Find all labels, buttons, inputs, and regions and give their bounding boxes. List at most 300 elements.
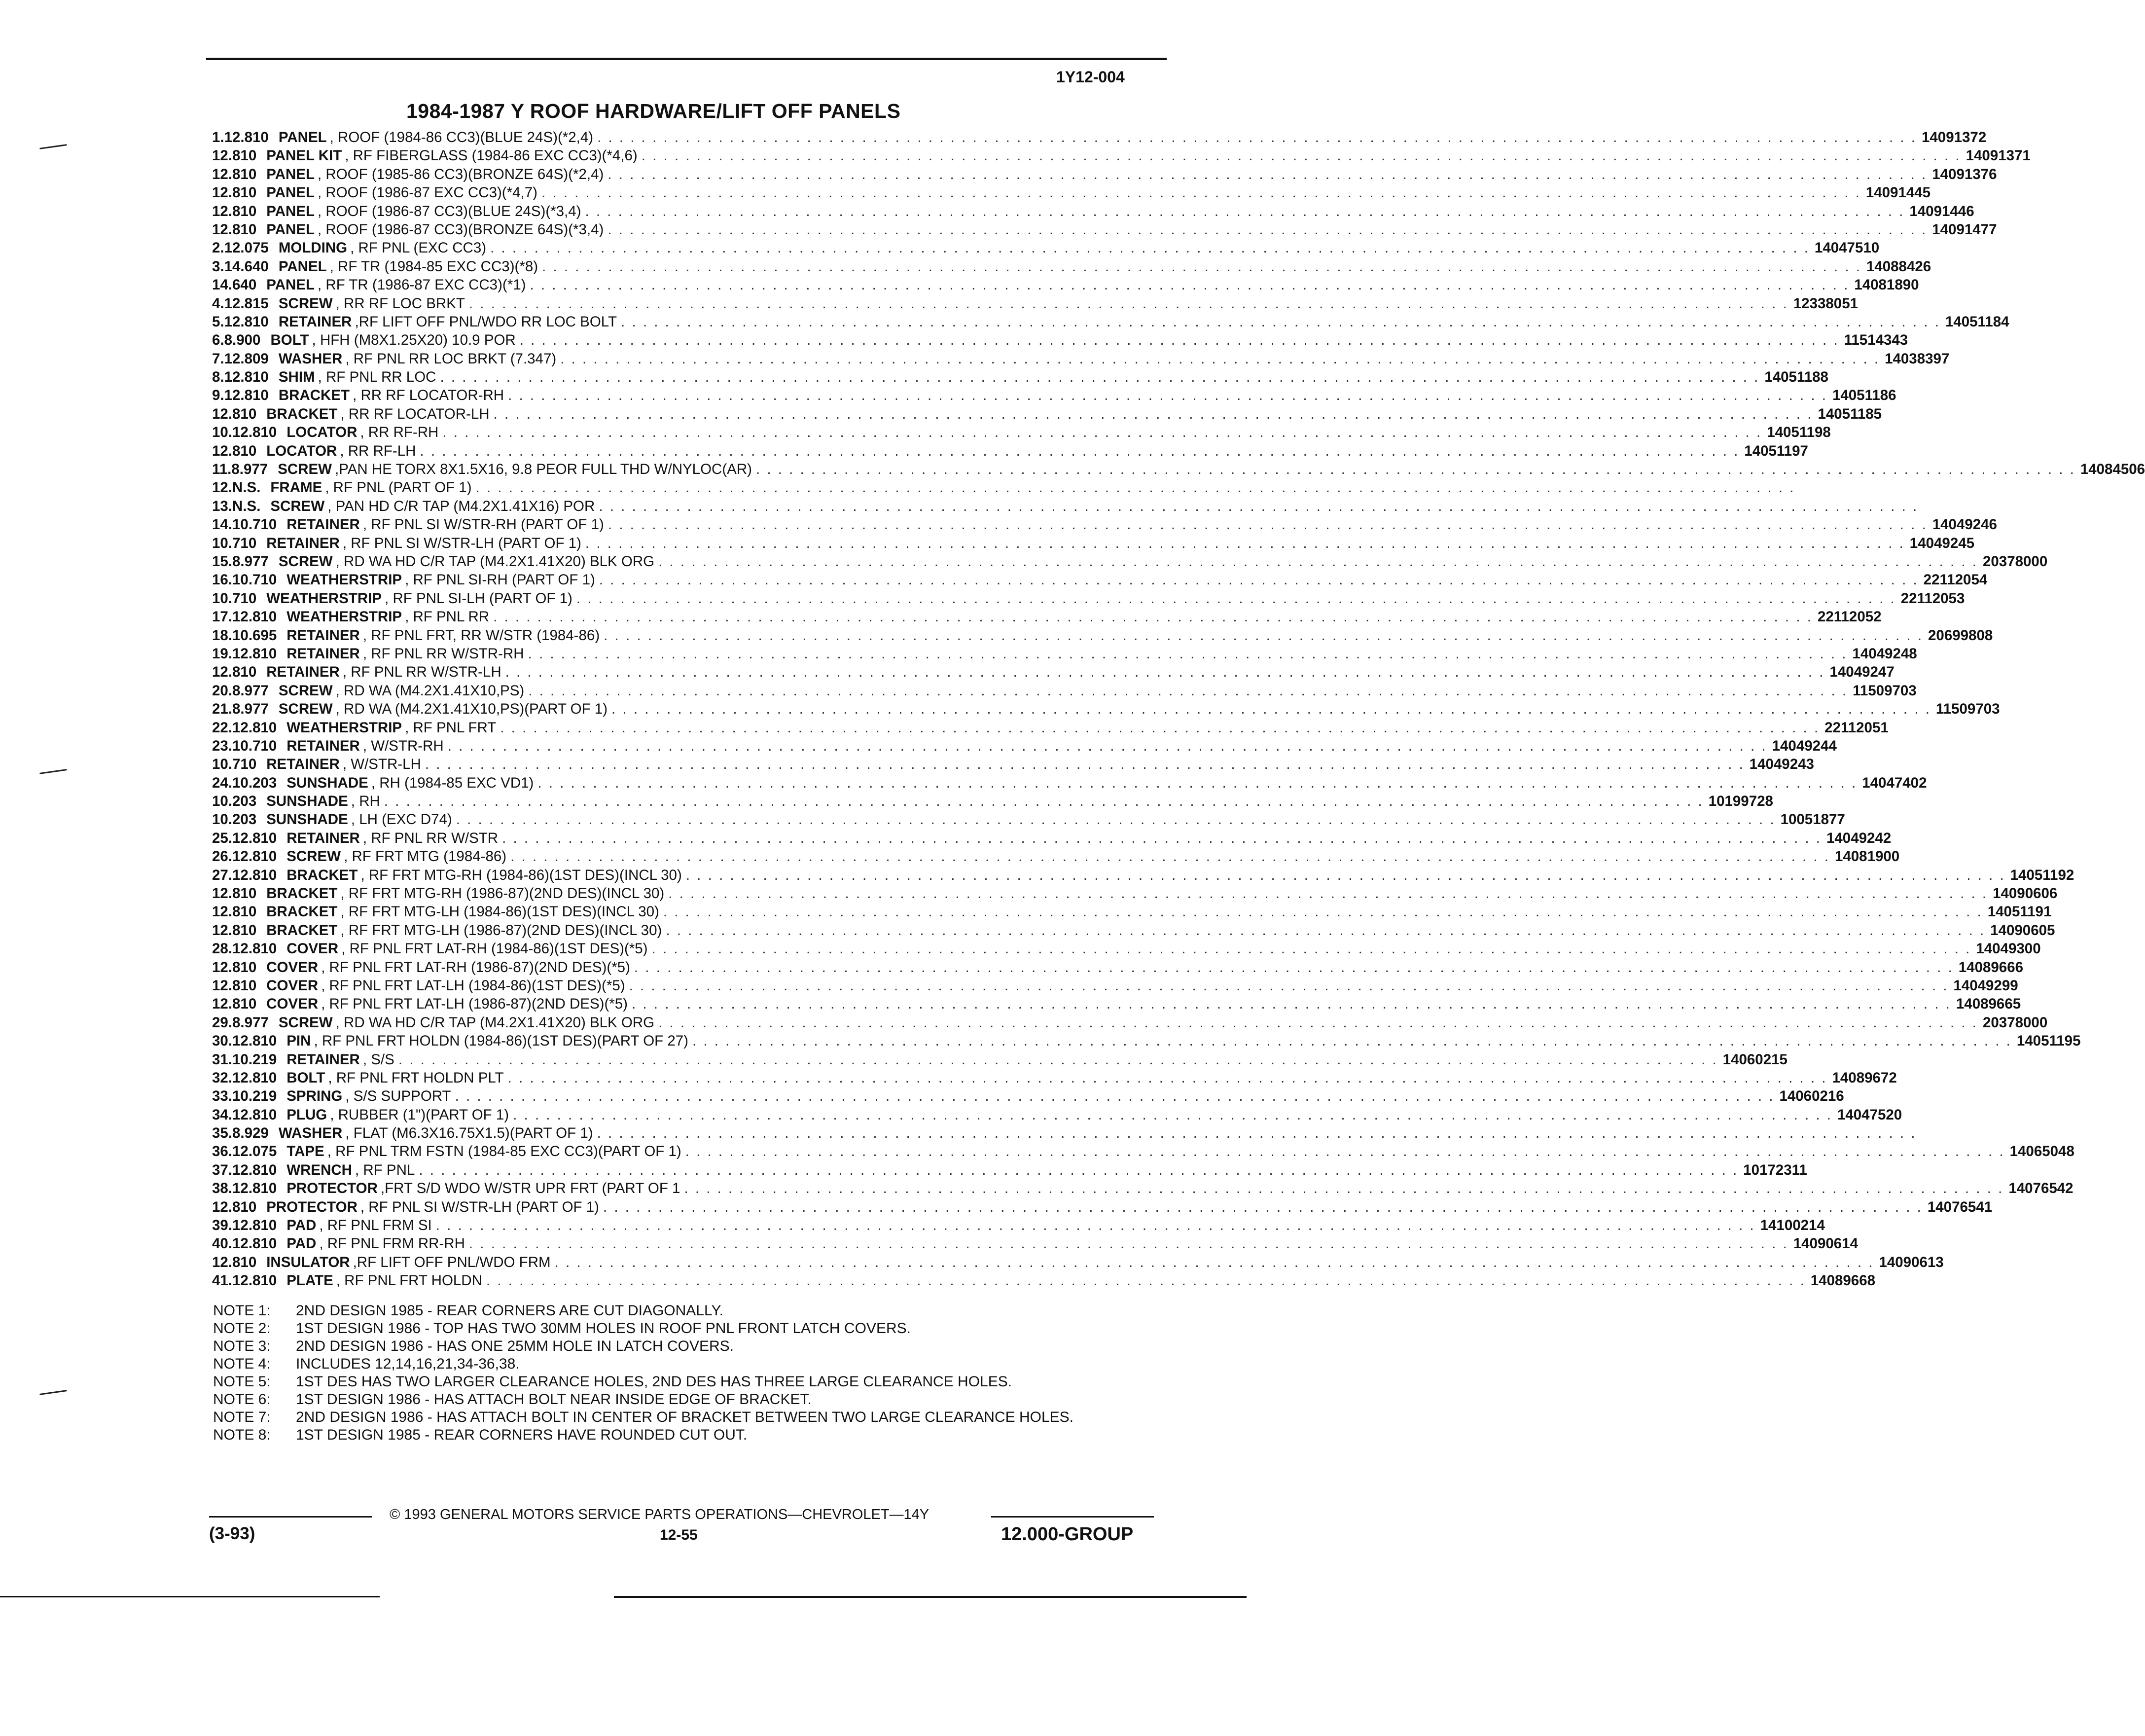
part-row [212,1125,1917,1143]
dot-leader: . . . . . . . . . . . . . . . . . . . . . . . . . . . . . . . . . . . . . . . . . . . . . . . . . . . . . . . . . . . . . . . . . . . . . . . . . . . . . . . . . . . . . . . . . . . . . . . . . . . . . . . . . . . . . . . . . . . . . . . . [685,1143,2005,1160]
item-number: 11. [212,461,232,478]
part-description [286,1107,1837,1123]
part-name: SUNSHADE [286,774,368,791]
part-name: RETAINER [286,627,360,644]
group-code: 10.710 [232,516,277,533]
note-item [213,1409,1167,1426]
group-code: 8.929 [232,1125,269,1142]
note-item [213,1320,1167,1338]
note-text: INCLUDES 12,14,16,21,34-36,38. [296,1356,520,1372]
item-number: 5. [212,313,224,330]
dot-leader: . . . . . . . . . . . . . . . . . . . . . . . . . . . . . . . . . . . . . . . . . . . . . . . . . . . . . . . . . . . . . . . . . . . . . . . . . . . . . . . . . . . . . . . . . . . . . . . . . . . . . . . . . . . . . . . . . . . . . . . . [632,996,1951,1013]
part-detail: , RR RF-LH [340,442,416,459]
part-number: 14047402 [1862,774,1927,791]
part-name: PANEL [266,221,315,238]
part-number: 12338051 [1793,295,1859,312]
dot-leader: . . . . . . . . . . . . . . . . . . . . . . . . . . . . . . . . . . . . . . . . . . . . . . . . . . . . . . . . . . . . . . . . . . . . . . . . . . . . . . . . . . . . . . . . . . . . . . . . . . . . . . . . . . . . . . . . . . . . . . . . [585,535,1905,551]
dot-leader: . . . . . . . . . . . . . . . . . . . . . . . . . . . . . . . . . . . . . . . . . . . . . . . . . . . . . . . . . . . . . . . . . . . . . . . . . . . . . . . . . . . . . . . . . . . . . . . . . . . . . . . . . . . . . . . . . . . . . . . . [603,1198,1923,1215]
group-code: 10.203 [232,774,277,791]
dot-leader: . . . . . . . . . . . . . . . . . . . . . . . . . . . . . . . . . . . . . . . . . . . . . . . . . . . . . . . . . . . . . . . . . . . . . . . . . . . . . . . . . . . . . . . . . . . . . . . . . . . . . . . . . . . . . . . . . . . . . . . . [685,867,2005,883]
dot-leader: . . . . . . . . . . . . . . . . . . . . . . . . . . . . . . . . . . . . . . . . . . . . . . . . . . . . . . . . . . . . . . . . . . . . . . . . . . . . . . . . . . . . . . . . . . . . . . . . . . . . . . . . . . . . . . . . . . . . . . . . [493,405,1813,422]
dot-leader: . . . . . . . . . . . . . . . . . . . . . . . . . . . . . . . . . . . . . . . . . . . . . . . . . . . . . . . . . . . . . . . . . . . . . . . . . . . . . . . . . . . . . . . . . . . . . . . . . . . . . . . . . . . . . . . . . . . . . . . . [576,590,1896,607]
note-label: NOTE 1: [213,1302,271,1319]
copyright-line: © 1993 GENERAL MOTORS SERVICE PARTS OPERATIONS—CHEVROLET—14Y [390,1507,930,1522]
part-name: SCREW [278,682,333,699]
dot-leader: . . . . . . . . . . . . . . . . . . . . . . . . . . . . . . . . . . . . . . . . . . . . . . . . . . . . . . . . . . . . . . . . . . . . . . . . . . . . . . . . . . . . . . . . . . . . . . . . . . . . . . . . . . . . . . . . . . . . . . . . [608,221,1928,238]
group-code: 8.900 [224,332,261,349]
part-name: SPRING [286,1088,343,1105]
notes-section [213,1302,1167,1444]
part-number: 14049245 [1909,535,1975,551]
dot-leader: . . . . . . . . . . . . . . . . . . . . . . . . . . . . . . . . . . . . . . . . . . . . . . . . . . . . . . . . . . . . . . . . . . . . . . . . . . . . . . . . . . . . . . . . . . . . . . . . . . . . . . . . . . . . . . . . . . . . . . . . [435,1217,1755,1234]
part-name: PANEL [266,166,315,182]
part-description [286,738,1772,755]
item-number: 20. [212,682,233,699]
part-row [212,830,1892,848]
part-name: BRACKET [266,922,338,939]
dot-leader: . . . . . . . . . . . . . . . . . . . . . . . . . . . . . . . . . . . . . . . . . . . . . . . . . . . . . . . . . . . . . . . . . . . . . . . . . . . . . . . . . . . . . . . . . . . . . . . . . . . . . . . . . . . . . . . . . . . . . . . . [604,627,1924,644]
part-name: RETAINER [286,830,360,846]
group-code: 12.810 [212,922,257,939]
part-number: 14049244 [1772,737,1837,754]
part-description [266,959,1959,976]
part-detail: , RF PNL FRT LAT-LH (1984-86)(1ST DES)(*5) [321,977,625,994]
part-row [212,1051,1788,1070]
part-detail: , ROOF (1984-86 CC3)(BLUE 24S)(*2,4) [329,129,594,145]
group-code: 12.810 [224,129,269,145]
part-name: LOCATOR [266,442,337,459]
part-detail: , RF FRT MTG-LH (1984-86)(1ST DES)(INCL 30) [340,904,659,920]
part-row [212,203,1974,221]
item-number: 27. [212,867,233,883]
part-name: BRACKET [266,405,338,422]
part-name: SCREW [278,701,333,718]
part-row [212,1088,1844,1106]
part-description [278,461,2080,478]
part-detail: , RF PNL FRT HOLDN (1984-86)(1ST DES)(PART OF 27) [314,1033,688,1049]
note-text: 2ND DESIGN 1986 - HAS ATTACH BOLT IN CENTER OF BRACKET BETWEEN TWO LARGE CLEARANCE HOLES. [296,1409,1074,1425]
dot-leader: . . . . . . . . . . . . . . . . . . . . . . . . . . . . . . . . . . . . . . . . . . . . . . . . . . . . . . . . . . . . . . . . . . . . . . . . . . . . . . . . . . . . . . . . . . . . . . . . . . . . . . . . . . . . . . . . . . . . . . . . [502,830,1822,846]
dot-leader: . . . . . . . . . . . . . . . . . . . . . . . . . . . . . . . . . . . . . . . . . . . . . . . . . . . . . . . . . . . . . . . . . . . . . . . . . . . . . . . . . . . . . . . . . . . . . . . . . . . . . . . . . . . . . . . . . . . . . . . . [560,350,1880,367]
part-detail: , RUBBER (1")(PART OF 1) [330,1106,509,1123]
part-name: PLUG [286,1106,327,1123]
note-text: 1ST DESIGN 1985 - REAR CORNERS HAVE ROUNDED CUT OUT. [296,1427,748,1443]
group-code: 12.810 [232,424,277,441]
dot-leader: . . . . . . . . . . . . . . . . . . . . . . . . . . . . . . . . . . . . . . . . . . . . . . . . . . . . . . . . . . . . . . . . . . . . . . . . . . . . . . . . . . . . . . . . . . . . . . . . . . . . . . . . . . . . . . . . . . . . . . . . [621,313,1940,330]
part-name: COVER [266,977,319,994]
part-detail: , RF PNL RR W/STR [362,830,499,846]
group-code: 12.810 [212,147,257,164]
group-code: 12.810 [232,1235,277,1252]
part-detail: , S/S [362,1051,394,1068]
part-detail: , ROOF (1986-87 CC3)(BLUE 24S)(*3,4) [318,203,581,219]
part-description [286,627,1928,644]
part-description [266,922,1990,939]
item-number: 24. [212,774,233,791]
dot-leader: . . . . . . . . . . . . . . . . . . . . . . . . . . . . . . . . . . . . . . . . . . . . . . . . . . . . . . . . . . . . . . . . . . . . . . . . . . . . . . . . . . . . . . . . . . . . . . . . . . . . . . . . . . . . . . . . . . . . . . . . [425,756,1745,773]
dot-leader: . . . . . . . . . . . . . . . . . . . . . . . . . . . . . . . . . . . . . . . . . . . . . . . . . . . . . . . . . . . . . . . . . . . . . . . . . . . . . . . . . . . . . . . . . . . . . . . . . . . . . . . . . . . . . . . . . . . . . . . . [519,332,1839,349]
part-detail: , RF PNL FRT LAT-LH (1986-87)(2ND DES)(*5) [321,996,628,1013]
dot-leader: . . . . . . . . . . . . . . . . . . . . . . . . . . . . . . . . . . . . . . . . . . . . . . . . . . . . . . . . . . . . . . . . . . . . . . . . . . . . . . . . . . . . . . . . . . . . . . . . . . . . . . . . . . . . . . . . . . . . . . . . [442,424,1762,441]
group-code: 12.810 [232,1033,277,1049]
part-number: 14051198 [1767,424,1831,441]
dot-leader: . . . . . . . . . . . . . . . . . . . . . . . . . . . . . . . . . . . . . . . . . . . . . . . . . . . . . . . . . . . . . . . . . . . . . . . . . . . . . . . . . . . . . . . . . . . . . . . . . . . . . . . . . . . . . . . . . . . . . . . . [490,240,1810,256]
part-detail: ,FRT S/D WDO W/STR UPR FRT (PART OF 1 [380,1180,680,1197]
part-number: 14076542 [2008,1180,2074,1197]
part-name: RETAINER [266,535,340,551]
part-description [279,387,1832,404]
item-number: 38. [212,1180,233,1197]
dot-leader: . . . . . . . . . . . . . . . . . . . . . . . . . . . . . . . . . . . . . . . . . . . . . . . . . . . . . . . . . . . . . . . . . . . . . . . . . . . . . . . . . . . . . . . . . . . . . . . . . . . . . . . . . . . . . . . . . . . . . . . . [611,701,1931,718]
item-number: 15. [212,553,233,570]
part-number: 14084506 [2080,461,2145,478]
part-row [212,332,1908,350]
part-number: 22112053 [1900,590,1965,607]
part-number: 14051185 [1818,405,1882,422]
group-code: 14.640 [212,277,257,293]
part-number: 14049246 [1932,516,1997,533]
part-detail: , RF FRT MTG (1984-86) [344,848,507,865]
dot-leader: . . . . . . . . . . . . . . . . . . . . . . . . . . . . . . . . . . . . . . . . . . . . . . . . . . . . . . . . . . . . . . . . . . . . . . . . . . . . . . . . . . . . . . . . . . . . . . . . . . . . . . . . . . . . . . . . . . . . . . . . [475,479,1795,496]
part-name: BOLT [270,332,309,349]
part-description [266,977,1953,994]
item-number: 7. [212,350,224,367]
part-detail: , RF PNL RR LOC [318,369,436,386]
part-number: 14049299 [1953,977,2018,994]
part-row [212,387,1896,405]
part-detail: , RF PNL FRT HOLDN PLT [328,1069,504,1086]
part-name: SCREW [286,848,341,865]
group-code: 12.810 [212,664,257,681]
group-code: 12.810 [224,387,269,404]
part-row [212,350,1950,369]
part-description [286,848,1835,865]
dot-leader: . . . . . . . . . . . . . . . . . . . . . . . . . . . . . . . . . . . . . . . . . . . . . . . . . . . . . . . . . . . . . . . . . . . . . . . . . . . . . . . . . . . . . . . . . . . . . . . . . . . . . . . . . . . . . . . . . . . . . . . . [608,516,1928,533]
part-description [279,295,1793,312]
group-code: 12.815 [224,295,269,312]
part-name: PROTECTOR [266,1198,358,1215]
part-row [212,719,1889,738]
dot-leader: . . . . . . . . . . . . . . . . . . . . . . . . . . . . . . . . . . . . . . . . . . . . . . . . . . . . . . . . . . . . . . . . . . . . . . . . . . . . . . . . . . . . . . . . . . . . . . . . . . . . . . . . . . . . . . . . . . . . . . . . [585,203,1905,219]
part-number: 11514343 [1844,332,1908,349]
part-detail: , RD WA (M4.2X1.41X10,PS) [335,682,525,699]
part-detail: , ROOF (1985-86 CC3)(BRONZE 64S)(*2,4) [318,166,604,182]
item-number: 40. [212,1235,233,1252]
dot-leader: . . . . . . . . . . . . . . . . . . . . . . . . . . . . . . . . . . . . . . . . . . . . . . . . . . . . . . . . . . . . . . . . . . . . . . . . . . . . . . . . . . . . . . . . . . . . . . . . . . . . . . . . . . . . . . . . . . . . . . . . [455,1088,1775,1105]
group-code: 12.810 [212,1254,257,1270]
part-detail: , RH (1984-85 EXC VD1) [371,774,534,791]
part-name: PLATE [286,1272,333,1289]
part-detail: , RF FRT MTG-RH (1986-87)(2ND DES)(INCL 30) [340,885,665,902]
item-number: 22. [212,719,233,736]
part-number: 14049248 [1852,645,1917,662]
part-detail: , RR RF LOCATOR-LH [340,405,490,422]
part-detail: ,RF LIFT OFF PNL/WDO FRM [353,1254,551,1270]
dot-leader: . . . . . . . . . . . . . . . . . . . . . . . . . . . . . . . . . . . . . . . . . . . . . . . . . . . . . . . . . . . . . . . . . . . . . . . . . . . . . . . . . . . . . . . . . . . . . . . . . . . . . . . . . . . . . . . . . . . . . . . . [651,940,1971,957]
dot-leader: . . . . . . . . . . . . . . . . . . . . . . . . . . . . . . . . . . . . . . . . . . . . . . . . . . . . . . . . . . . . . . . . . . . . . . . . . . . . . . . . . . . . . . . . . . . . . . . . . . . . . . . . . . . . . . . . . . . . . . . . [755,461,2075,478]
dot-leader: . . . . . . . . . . . . . . . . . . . . . . . . . . . . . . . . . . . . . . . . . . . . . . . . . . . . . . . . . . . . . . . . . . . . . . . . . . . . . . . . . . . . . . . . . . . . . . . . . . . . . . . . . . . . . . . . . . . . . . . . [658,553,1978,570]
part-name: WEATHERSTRIP [286,719,402,736]
dot-leader: . . . . . . . . . . . . . . . . . . . . . . . . . . . . . . . . . . . . . . . . . . . . . . . . . . . . . . . . . . . . . . . . . . . . . . . . . . . . . . . . . . . . . . . . . . . . . . . . . . . . . . . . . . . . . . . . . . . . . . . . [597,1125,1917,1142]
part-name: WASHER [278,350,343,367]
part-description [286,1272,1811,1289]
group-code: 10.203 [212,793,257,810]
footer-rule-right [991,1516,1154,1518]
page-number: 12-55 [660,1527,698,1543]
part-number: 14091376 [1932,166,1997,182]
part-name: PANEL [278,129,327,145]
part-name: PANEL [278,258,327,275]
part-number: 14047510 [1814,240,1880,256]
item-number: 25. [212,830,233,846]
part-description [286,720,1824,736]
note-text: 1ST DES HAS TWO LARGER CLEARANCE HOLES, 2ND DES HAS THREE LARGE CLEARANCE HOLES. [296,1374,1012,1390]
part-row [212,258,1931,277]
dot-leader: . . . . . . . . . . . . . . . . . . . . . . . . . . . . . . . . . . . . . . . . . . . . . . . . . . . . . . . . . . . . . . . . . . . . . . . . . . . . . . . . . . . . . . . . . . . . . . . . . . . . . . . . . . . . . . . . . . . . . . . . [684,1180,2004,1197]
part-description [270,332,1844,349]
part-detail: , FLAT (M6.3X16.75X1.5)(PART OF 1) [345,1125,593,1142]
part-row [212,572,1988,590]
part-detail: ,RF LIFT OFF PNL/WDO RR LOC BOLT [355,313,617,330]
group-code: 8.977 [232,701,269,718]
part-row [212,1033,2081,1051]
revision-date: (3-93) [209,1524,255,1543]
part-number: 14076541 [1927,1198,1993,1215]
part-description [266,203,1909,220]
note-label: NOTE 8: [213,1427,271,1443]
dot-leader: . . . . . . . . . . . . . . . . . . . . . . . . . . . . . . . . . . . . . . . . . . . . . . . . . . . . . . . . . . . . . . . . . . . . . . . . . . . . . . . . . . . . . . . . . . . . . . . . . . . . . . . . . . . . . . . . . . . . . . . . [599,498,1919,514]
part-detail: , ROOF (1986-87 EXC CC3)(*4,7) [318,184,537,201]
group-code: 12.810 [232,1180,277,1197]
part-detail: , RF PNL RR [405,609,490,625]
part-number: 10172311 [1743,1161,1807,1178]
dot-leader: . . . . . . . . . . . . . . . . . . . . . . . . . . . . . . . . . . . . . . . . . . . . . . . . . . . . . . . . . . . . . . . . . . . . . . . . . . . . . . . . . . . . . . . . . . . . . . . . . . . . . . . . . . . . . . . . . . . . . . . . [692,1033,2012,1049]
part-name: RETAINER [278,313,352,330]
part-number: 14088426 [1866,258,1931,275]
part-description [270,498,1923,515]
part-row [212,590,1965,609]
part-number: 14051188 [1764,369,1828,386]
dot-leader: . . . . . . . . . . . . . . . . . . . . . . . . . . . . . . . . . . . . . . . . . . . . . . . . . . . . . . . . . . . . . . . . . . . . . . . . . . . . . . . . . . . . . . . . . . . . . . . . . . . . . . . . . . . . . . . . . . . . . . . . [440,369,1760,386]
part-description [286,775,1862,792]
part-description [279,240,1815,256]
part-name: COVER [286,940,339,957]
part-number: 10051877 [1780,811,1845,828]
part-number: 14049243 [1749,756,1814,773]
group-code: 12.810 [212,405,257,422]
part-name: RETAINER [266,756,340,773]
part-number: 14051192 [2010,867,2074,883]
margin-mark [39,769,67,774]
group-code: 12.810 [232,1069,277,1086]
part-row [212,848,1900,867]
part-description [279,258,1866,275]
item-number: 18. [212,627,233,644]
part-row [212,221,1997,240]
part-row [212,664,1895,682]
note-text: 2ND DESIGN 1985 - REAR CORNERS ARE CUT DIAGONALLY. [296,1302,723,1319]
note-item [213,1355,1167,1373]
group-code: 12.810 [232,940,277,957]
part-detail: , RF PNL FRT [405,719,497,736]
part-number: 14091477 [1932,221,1997,238]
part-description [270,479,1800,496]
dot-leader: . . . . . . . . . . . . . . . . . . . . . . . . . . . . . . . . . . . . . . . . . . . . . . . . . . . . . . . . . . . . . . . . . . . . . . . . . . . . . . . . . . . . . . . . . . . . . . . . . . . . . . . . . . . . . . . . . . . . . . . . [384,793,1704,810]
part-description [286,572,1923,588]
item-number: 10. [212,424,233,441]
part-number: 14090605 [1990,922,2055,939]
group-code: 8.977 [232,682,269,699]
group-code: 12.810 [212,977,257,994]
part-number: 11509703 [1853,682,1917,699]
group-code: 12.810 [232,719,277,736]
part-name: RETAINER [286,516,360,533]
part-description [266,184,1866,201]
part-name: PIN [286,1033,311,1049]
item-number: 23. [212,737,233,754]
dot-leader: . . . . . . . . . . . . . . . . . . . . . . . . . . . . . . . . . . . . . . . . . . . . . . . . . . . . . . . . . . . . . . . . . . . . . . . . . . . . . . . . . . . . . . . . . . . . . . . . . . . . . . . . . . . . . . . . . . . . . . . . [419,1161,1739,1178]
dot-leader: . . . . . . . . . . . . . . . . . . . . . . . . . . . . . . . . . . . . . . . . . . . . . . . . . . . . . . . . . . . . . . . . . . . . . . . . . . . . . . . . . . . . . . . . . . . . . . . . . . . . . . . . . . . . . . . . . . . . . . . . [658,1014,1978,1031]
part-row [212,1014,2048,1033]
document-id: 1Y12-004 [1056,68,1125,86]
part-number: 14090614 [1793,1235,1859,1252]
part-description [286,867,2010,884]
note-label: NOTE 3: [213,1338,271,1354]
part-row [212,756,1814,774]
part-detail: , RF FRT MTG-RH (1984-86)(1ST DES)(INCL 30) [360,867,682,883]
part-name: RETAINER [286,737,360,754]
note-label: NOTE 7: [213,1409,271,1425]
part-name: BRACKET [286,867,358,883]
group-code: 10.695 [232,627,277,644]
part-number: 14089666 [1958,959,2024,976]
part-row [212,1272,1876,1291]
part-row [212,313,2009,332]
part-row [212,682,1917,701]
part-row [212,940,2041,959]
part-description [266,535,1910,552]
part-number: 14089672 [1832,1069,1897,1086]
part-name: PAD [286,1217,317,1234]
part-row [212,240,1880,258]
part-name: PAD [286,1235,317,1252]
part-detail: , RH [351,793,380,810]
part-description [279,701,1936,718]
part-row [212,774,1927,793]
part-description [286,1180,2008,1197]
margin-mark [39,144,67,149]
part-name: RETAINER [266,664,340,681]
part-name: BOLT [286,1069,325,1086]
group-code: 12.075 [224,240,269,256]
part-detail: , RF PNL SI W/STR-LH (PART OF 1) [360,1198,599,1215]
part-name: SCREW [278,1014,333,1031]
part-description [286,1143,2009,1160]
part-name: WASHER [278,1125,343,1142]
part-description [266,443,1744,460]
part-row [212,1217,1825,1235]
dot-leader: . . . . . . . . . . . . . . . . . . . . . . . . . . . . . . . . . . . . . . . . . . . . . . . . . . . . . . . . . . . . . . . . . . . . . . . . . . . . . . . . . . . . . . . . . . . . . . . . . . . . . . . . . . . . . . . . . . . . . . . . [528,682,1848,699]
top-rule [206,58,1167,60]
dot-leader: . . . . . . . . . . . . . . . . . . . . . . . . . . . . . . . . . . . . . . . . . . . . . . . . . . . . . . . . . . . . . . . . . . . . . . . . . . . . . . . . . . . . . . . . . . . . . . . . . . . . . . . . . . . . . . . . . . . . . . . . [666,922,1986,939]
part-number: 14051197 [1744,442,1808,459]
item-number: 13. [212,498,233,514]
part-detail: , W/STR-LH [342,756,421,773]
group-code: 12.810 [212,203,257,219]
dot-leader: . . . . . . . . . . . . . . . . . . . . . . . . . . . . . . . . . . . . . . . . . . . . . . . . . . . . . . . . . . . . . . . . . . . . . . . . . . . . . . . . . . . . . . . . . . . . . . . . . . . . . . . . . . . . . . . . . . . . . . . . [629,977,1949,994]
part-detail: , RD WA HD C/R TAP (M4.2X1.41X20) BLK ORG [335,1014,655,1031]
part-description [266,811,1780,828]
part-detail: , S/S SUPPORT [345,1088,451,1105]
part-detail: , ROOF (1986-87 CC3)(BRONZE 64S)(*3,4) [318,221,604,238]
group-code: 10.219 [232,1088,277,1105]
part-detail: , RF PNL FRT LAT-RH (1984-86)(1ST DES)(*5) [341,940,648,957]
part-number: 14091445 [1865,184,1931,201]
part-name: TAPE [286,1143,324,1160]
dot-leader: . . . . . . . . . . . . . . . . . . . . . . . . . . . . . . . . . . . . . . . . . . . . . . . . . . . . . . . . . . . . . . . . . . . . . . . . . . . . . . . . . . . . . . . . . . . . . . . . . . . . . . . . . . . . . . . . . . . . . . . . [597,129,1917,145]
dot-leader: . . . . . . . . . . . . . . . . . . . . . . . . . . . . . . . . . . . . . . . . . . . . . . . . . . . . . . . . . . . . . . . . . . . . . . . . . . . . . . . . . . . . . . . . . . . . . . . . . . . . . . . . . . . . . . . . . . . . . . . . [447,737,1767,754]
part-detail: , RD WA (M4.2X1.41X10,PS)(PART OF 1) [335,701,608,718]
part-detail: , RF PNL [355,1161,415,1178]
part-description [266,406,1818,423]
group-code: 12.075 [232,1143,277,1160]
part-number: 14049242 [1826,830,1892,846]
part-row [212,627,1993,646]
part-description [266,166,1932,183]
item-number: 4. [212,295,224,312]
margin-mark [39,1390,67,1395]
part-number: 14100214 [1760,1217,1825,1234]
part-row [212,793,1773,811]
page-title: 1984-1987 Y ROOF HARDWARE/LIFT OFF PANELS [406,100,901,122]
note-label: NOTE 6: [213,1391,271,1408]
part-name: MOLDING [278,240,348,256]
part-number: 10199728 [1708,793,1773,810]
part-name: FRAME [270,479,322,496]
part-detail: , RD WA HD C/R TAP (M4.2X1.41X20) BLK ORG [335,553,655,570]
part-description [279,351,1885,367]
group-code: 12.810 [212,166,257,182]
group-code: 10.710 [232,737,277,754]
group-code: 8.977 [231,461,268,478]
part-detail: , RF PNL FRT HOLDN [336,1272,482,1289]
dot-leader: . . . . . . . . . . . . . . . . . . . . . . . . . . . . . . . . . . . . . . . . . . . . . . . . . . . . . . . . . . . . . . . . . . . . . . . . . . . . . . . . . . . . . . . . . . . . . . . . . . . . . . . . . . . . . . . . . . . . . . . . [530,277,1850,293]
dot-leader: . . . . . . . . . . . . . . . . . . . . . . . . . . . . . . . . . . . . . . . . . . . . . . . . . . . . . . . . . . . . . . . . . . . . . . . . . . . . . . . . . . . . . . . . . . . . . . . . . . . . . . . . . . . . . . . . . . . . . . . . [554,1254,1874,1270]
item-number: 29. [212,1014,233,1031]
part-detail: , RF PNL RR LOC BRKT (7.347) [345,350,557,367]
part-number: 20378000 [1982,1014,2048,1031]
part-number: 14060215 [1722,1051,1788,1068]
part-detail: , RF PNL (EXC CC3) [350,240,487,256]
group-code: 12.810 [212,1198,257,1215]
part-number: 22112054 [1923,572,1988,588]
note-item [213,1391,1167,1409]
part-description [286,424,1767,441]
part-description [266,793,1708,810]
part-name: WEATHERSTRIP [266,590,382,607]
part-row [212,479,1795,498]
part-row [212,405,1882,424]
group-code: N.S. [232,479,261,496]
group-code: 12.810 [212,885,257,902]
part-row [212,129,1987,147]
part-number: 14090606 [1993,885,2058,902]
item-number: 1. [212,129,224,145]
part-description [279,683,1853,699]
note-item [213,1302,1167,1320]
part-name: SUNSHADE [266,811,348,828]
part-row [212,516,1997,535]
